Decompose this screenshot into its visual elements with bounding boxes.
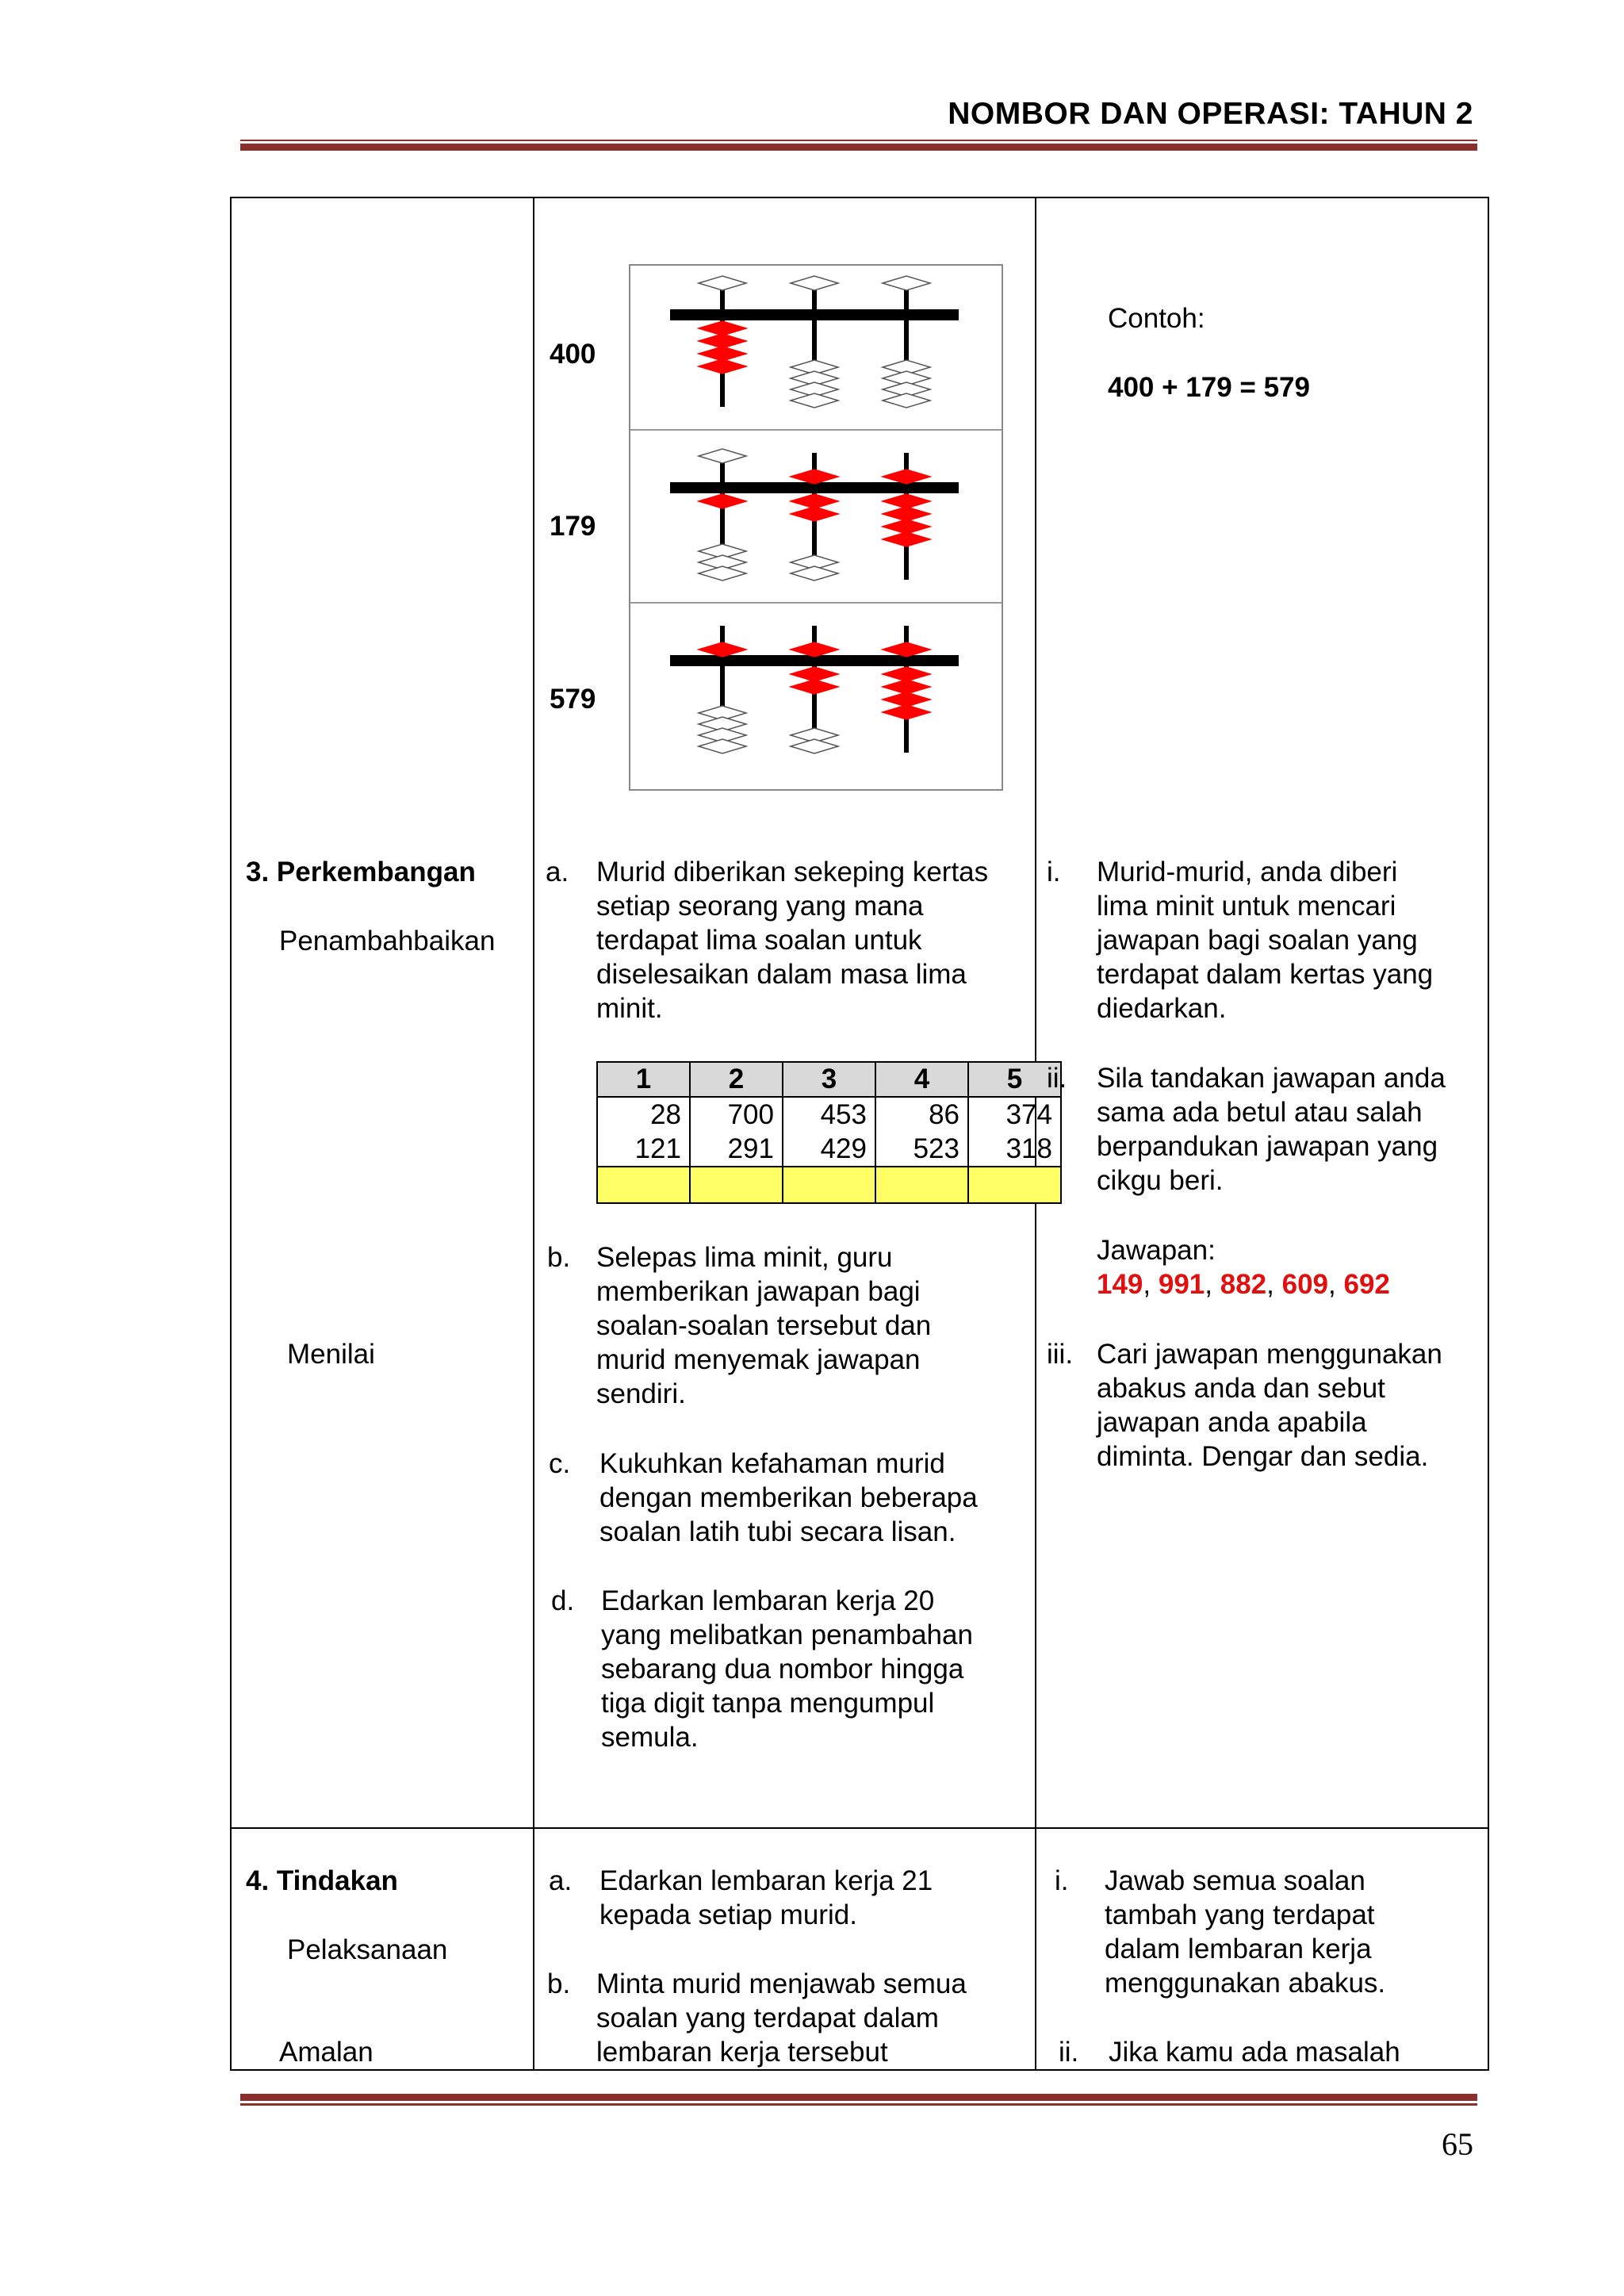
questions-header-row xyxy=(597,1062,1061,1097)
s3-a-marker: a. xyxy=(546,857,569,887)
abacus-drawing xyxy=(630,266,1002,789)
s3-b-marker: b. xyxy=(547,1242,571,1273)
q-header: 5 xyxy=(968,1062,1061,1097)
abacus-heaven-bead xyxy=(699,276,746,290)
section3-title: 3. Perkembangan xyxy=(246,857,476,887)
section4-sub-pelaksanaan: Pelaksanaan xyxy=(287,1934,448,1965)
answer-cell xyxy=(690,1167,783,1203)
s3-c-marker: c. xyxy=(549,1448,571,1479)
example-label: Contoh: xyxy=(1108,303,1205,334)
abacus-earth-bead xyxy=(791,566,838,581)
questions-answer-row xyxy=(597,1167,1061,1203)
header-rule xyxy=(240,140,1477,151)
q-cell: 28 121 xyxy=(597,1097,690,1167)
answers-list: 149, 991, 882, 609, 692 xyxy=(1097,1269,1390,1300)
q-cell: 374 318 xyxy=(968,1097,1061,1167)
q-header: 4 xyxy=(875,1062,968,1097)
abacus-earth-bead xyxy=(883,705,930,719)
abacus-heaven-bead xyxy=(791,470,838,484)
example-equation: 400 + 179 = 579 xyxy=(1108,372,1310,403)
abacus-heaven-bead xyxy=(791,642,838,657)
answers-label: Jawapan: xyxy=(1097,1235,1216,1266)
s4-i-marker: i. xyxy=(1055,1865,1069,1896)
section4-title: 4. Tindakan xyxy=(246,1865,398,1896)
abacus-heaven-bead xyxy=(791,276,838,290)
s4-b-marker: b. xyxy=(547,1968,571,1999)
abacus-earth-bead xyxy=(883,532,930,546)
answer-cell xyxy=(875,1167,968,1203)
abacus-earth-bead xyxy=(791,507,838,521)
page-header-title: NOMBOR DAN OPERASI: TAHUN 2 xyxy=(948,97,1473,131)
abacus-earth-bead xyxy=(791,680,838,694)
s3-i-marker: i. xyxy=(1047,857,1061,887)
s4-a-marker: a. xyxy=(549,1865,573,1896)
q-header: 1 xyxy=(597,1062,690,1097)
questions-values-row xyxy=(597,1097,1061,1167)
answer-cell xyxy=(597,1167,690,1203)
answer-cell xyxy=(783,1167,875,1203)
abacus-label-579: 579 xyxy=(550,684,596,715)
footer-rule xyxy=(240,2094,1477,2106)
q-cell: 86 523 xyxy=(875,1097,968,1167)
s4-ii-text: Jika kamu ada masalah xyxy=(1109,2037,1400,2068)
abacus-heaven-bead xyxy=(883,642,930,657)
abacus-heaven-bead xyxy=(699,449,746,463)
s3-iii-marker: iii. xyxy=(1047,1339,1074,1370)
abacus-label-179: 179 xyxy=(550,511,596,542)
s4-ii-marker: ii. xyxy=(1059,2037,1079,2068)
page-number: 65 xyxy=(1442,2126,1473,2162)
abacus-earth-bead xyxy=(699,739,746,753)
abacus-earth-bead xyxy=(791,739,838,753)
s3-d-marker: d. xyxy=(551,1585,575,1616)
abacus-earth-bead xyxy=(699,494,746,508)
questions-table xyxy=(596,1061,1062,1204)
abacus-heaven-bead xyxy=(883,470,930,484)
q-header: 3 xyxy=(783,1062,875,1097)
abacus-heaven-bead xyxy=(883,276,930,290)
abacus-label-400: 400 xyxy=(550,339,596,370)
answer-cell xyxy=(968,1167,1061,1203)
abacus-earth-bead xyxy=(699,359,746,374)
abacus-earth-bead xyxy=(883,393,930,408)
q-cell: 700 291 xyxy=(690,1097,783,1167)
section3-sub-penambahbaikan: Penambahbaikan xyxy=(279,926,496,956)
q-cell: 453 429 xyxy=(783,1097,875,1167)
section4-sub-amalan: Amalan xyxy=(279,2037,373,2068)
q-header: 2 xyxy=(690,1062,783,1097)
abacus-heaven-bead xyxy=(699,642,746,657)
abacus-figure xyxy=(629,264,1003,791)
abacus-earth-bead xyxy=(699,566,746,581)
s3-ii-marker: ii. xyxy=(1047,1063,1067,1094)
abacus-earth-bead xyxy=(791,393,838,408)
section3-sub-menilai: Menilai xyxy=(287,1339,375,1370)
